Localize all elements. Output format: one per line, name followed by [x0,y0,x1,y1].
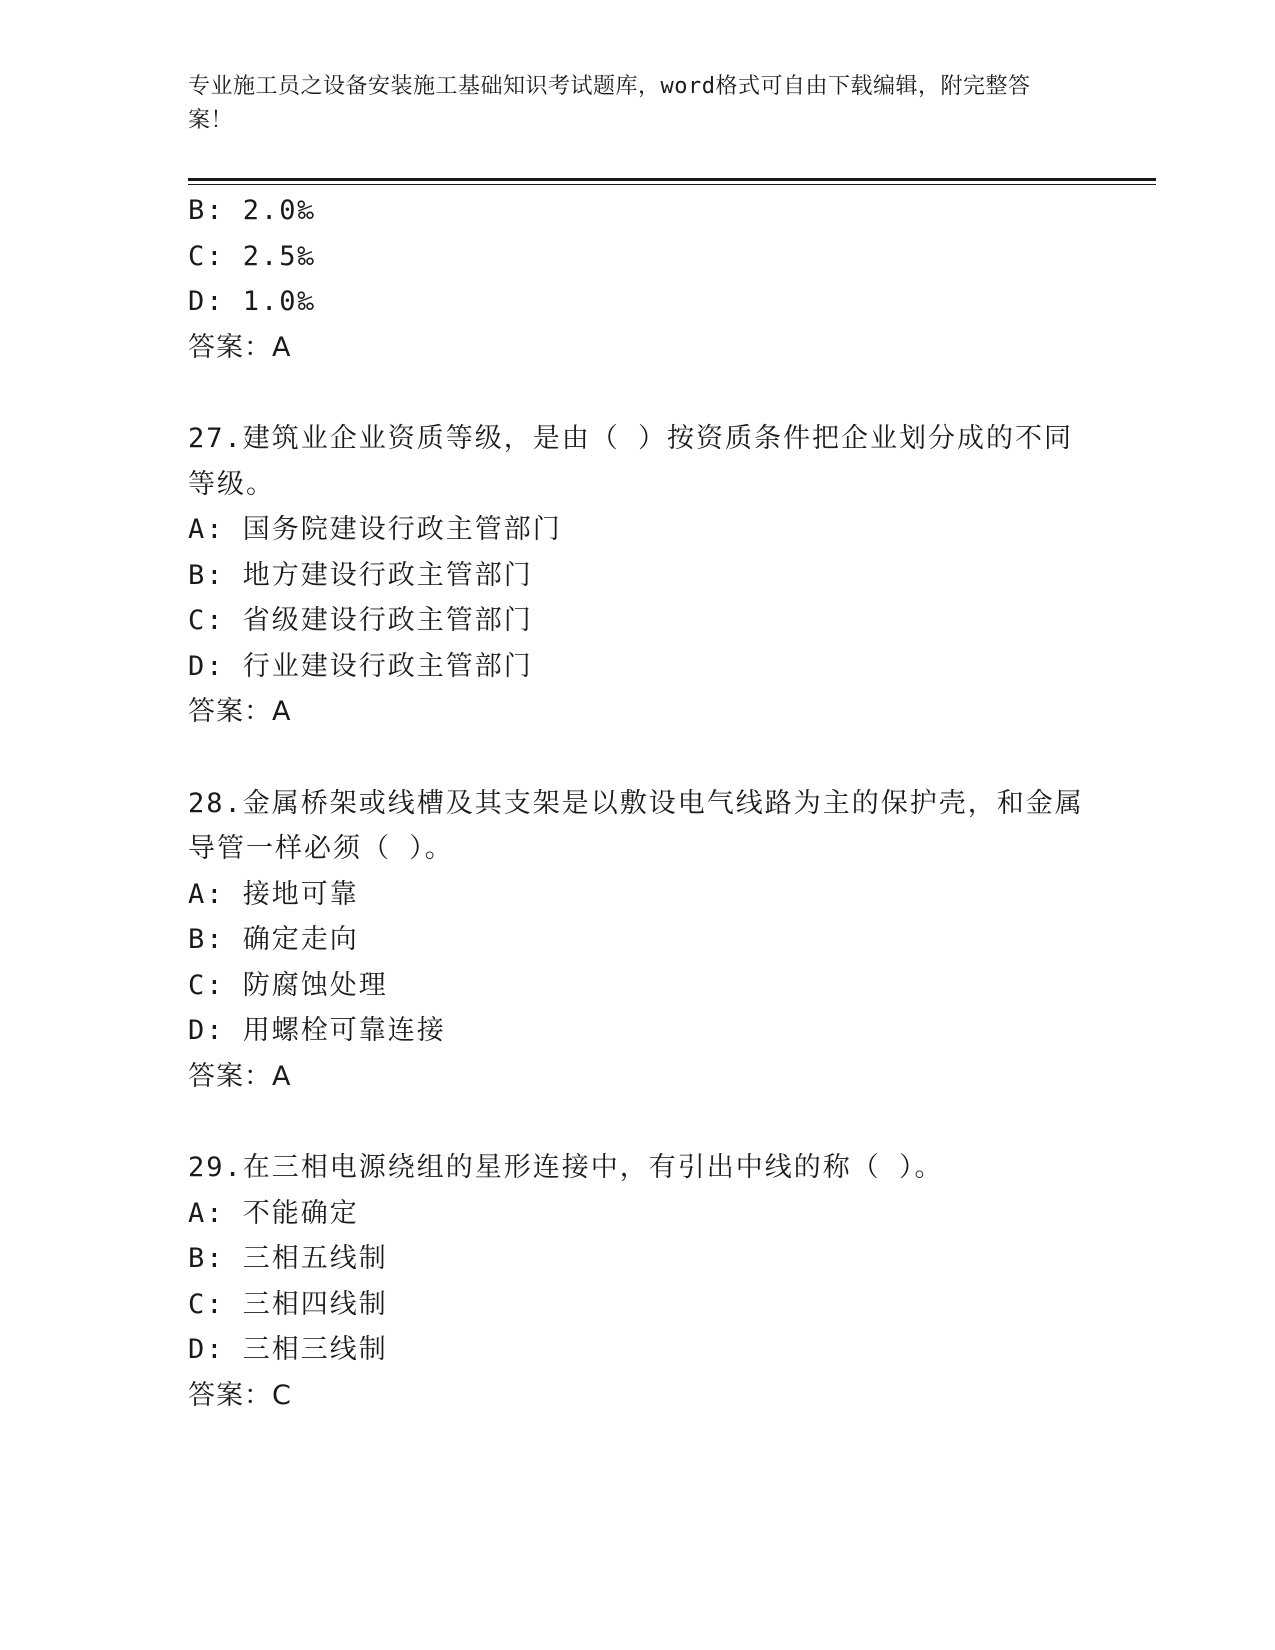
option-b: B: 三相五线制 [188,1243,388,1274]
option-a: A: 不能确定 [188,1197,359,1229]
document-header: 专业施工员之设备安装施工基础知识考试题库，word格式可自由下载编辑，附完整答案！ [188,74,1031,133]
question-28 [188,781,1088,1100]
option-d: D: 行业建设行政主管部门 [188,650,533,682]
option-d: D: 用螺栓可靠连接 [188,1015,446,1046]
question-text: 29.在三相电源绕组的星形连接中，有引出中线的称（ ）。 [188,1152,944,1183]
answer-line: 答案：A [188,1060,292,1092]
option-c: C: 三相四线制 [188,1288,388,1320]
option-a: A: 国务院建设行政主管部门 [188,514,562,545]
continued-question [188,188,1088,370]
question-list [188,188,1088,1418]
option-b: B: 2.0‰ [188,195,316,226]
option-a: A: 接地可靠 [188,878,359,910]
option-b: B: 地方建设行政主管部门 [188,559,533,591]
header-divider-thin [188,184,1156,185]
question-text: 27.建筑业企业资质等级，是由（ ）按资质条件把企业划分成的不同等级。 [188,423,1074,500]
question-27 [188,416,1088,735]
option-d: D: 三相三线制 [188,1334,388,1365]
option-c: C: 省级建设行政主管部门 [188,605,533,636]
question-text: 28.金属桥架或线槽及其支架是以敷设电气线路为主的保护壳，和金属导管一样必须（ ）。 [188,787,1084,864]
question-29 [188,1145,1088,1418]
answer-line: 答案：A [188,331,292,363]
option-c: C: 2.5‰ [188,240,316,272]
answer-line: 答案：C [188,1379,292,1411]
answer-line: 答案：A [188,696,292,727]
header-divider [188,178,1156,181]
option-d: D: 1.0‰ [188,286,316,317]
option-b: B: 确定走向 [188,924,359,955]
option-c: C: 防腐蚀处理 [188,969,388,1001]
